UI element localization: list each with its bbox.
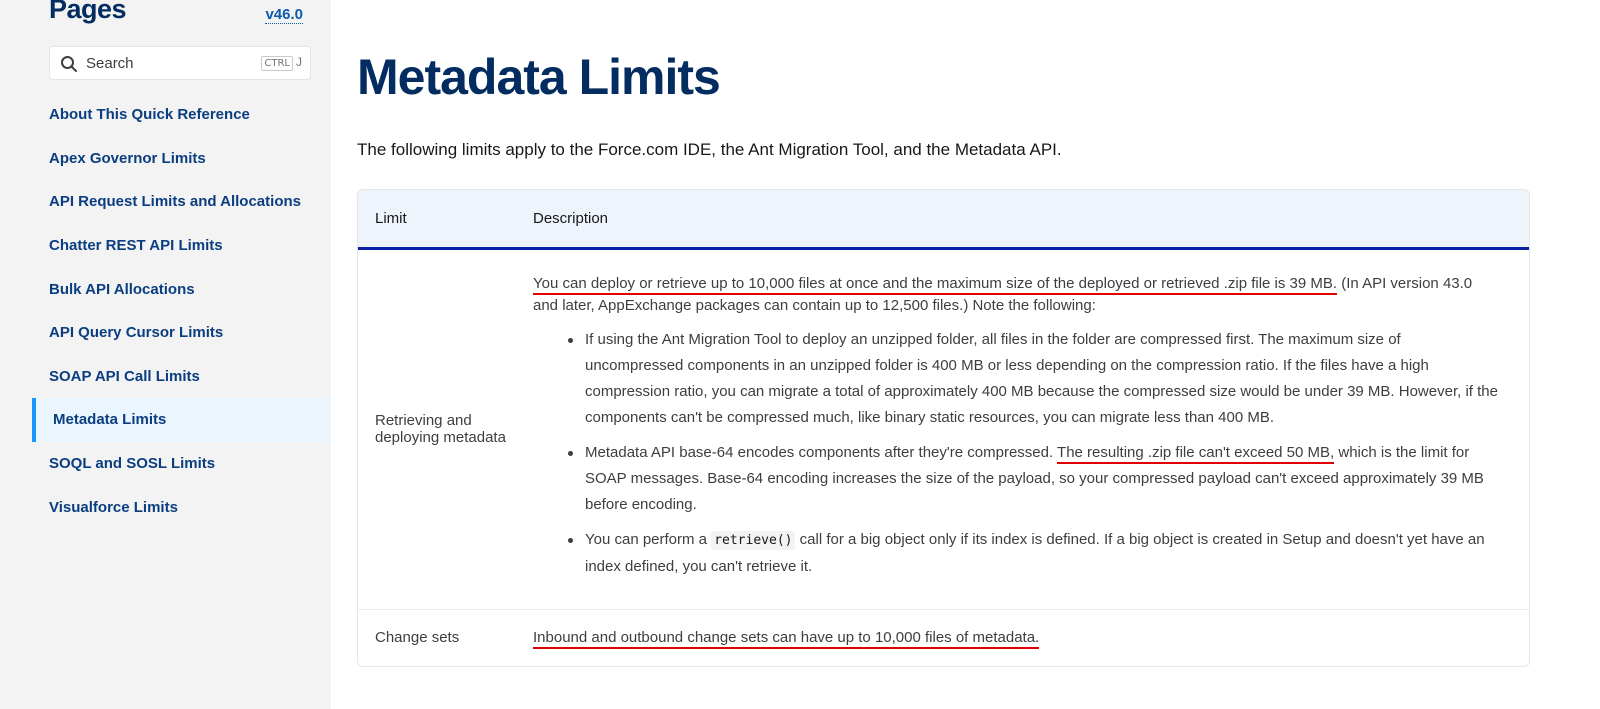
table-row [358, 248, 1529, 609]
description-cell [533, 248, 1529, 609]
description-paragraph: You can deploy or retrieve up to 10,000 files at once and the maximum size of the deployed or retrieved .zip file is 39 MB. (In API version 43.0 and later, AppExchange packages can contain up to 12,500 files.) Note the following: [533, 275, 1473, 314]
version-selector[interactable]: v46.0 [265, 6, 303, 23]
search-icon [60, 55, 78, 73]
sidebar-item-metadata-limits[interactable]: Metadata Limits [32, 398, 331, 442]
sidebar-item-bulk-api-allocations[interactable]: Bulk API Allocations [49, 280, 195, 298]
intro-text: The following limits apply to the Force.com IDE, the Ant Migration Tool, and the Metadata API. [357, 140, 1062, 159]
column-header-description: Description [533, 190, 1529, 248]
shortcut-modifier: CTRL [261, 56, 293, 71]
list-item: You can perform a retrieve() call for a big object only if its index is defined. If a big object is created in Setup and doesn't yet have an index defined, you can't retrieve it. [567, 527, 1499, 580]
sidebar-item-api-request-limits[interactable]: API Request Limits and Allocations [49, 193, 301, 211]
sidebar-item-soap-api-call-limits[interactable]: SOAP API Call Limits [49, 367, 200, 385]
description-cell [533, 609, 1529, 666]
search-placeholder: Search [86, 55, 134, 72]
page-title: Metadata Limits [357, 49, 720, 105]
sidebar-title: Pages [49, 0, 127, 24]
notes-list [533, 327, 1499, 580]
sidebar [0, 0, 331, 709]
sidebar-item-about[interactable]: About This Quick Reference [49, 106, 250, 124]
annotated-highlight: Inbound and outbound change sets can have up to 10,000 files of metadata. [533, 629, 1039, 649]
sidebar-item-apex-governor-limits[interactable]: Apex Governor Limits [49, 149, 206, 167]
search-input[interactable] [49, 46, 311, 80]
inline-code: retrieve() [711, 531, 795, 550]
annotated-highlight: The resulting .zip file can't exceed 50 MB, [1057, 444, 1334, 464]
shortcut-key: J [296, 55, 302, 69]
limit-cell: Change sets [375, 629, 460, 647]
sidebar-item-visualforce-limits[interactable]: Visualforce Limits [49, 498, 178, 516]
list-item: Metadata API base-64 encodes components after they're compressed. The resulting .zip file can't exceed 50 MB, which is the limit for SOAP messages. Base-64 encoding increases the size of the payload, so your compressed payload can't exceed approximately 39 MB before encoding. [567, 440, 1499, 518]
table-header-row [358, 190, 1529, 248]
sidebar-header [49, 0, 303, 30]
sidebar-nav [0, 93, 331, 529]
sidebar-item-api-query-cursor-limits[interactable]: API Query Cursor Limits [49, 324, 224, 342]
limit-cell: Retrieving and deploying metadata [358, 248, 533, 609]
annotated-highlight: You can deploy or retrieve up to 10,000 files at once and the maximum size of the deployed or retrieved .zip file is 39 MB. [533, 275, 1337, 295]
column-header-limit: Limit [358, 190, 533, 248]
limits-table [357, 189, 1530, 667]
table-row [358, 609, 1529, 666]
list-item: If using the Ant Migration Tool to deploy an unzipped folder, all files in the folder are compressed first. The maximum size of uncompressed components in an unzipped folder is 400 MB or less depending on the compression ratio. If the files have a high compression ratio, you can migrate a total of approximately 400 MB because the compressed size would be under 39 MB. However, if the components can't be compressed much, like binary static resources, you can migrate less than 400 MB. [567, 327, 1499, 431]
sidebar-item-soql-sosl-limits[interactable]: SOQL and SOSL Limits [49, 455, 216, 473]
sidebar-item-chatter-rest-api-limits[interactable]: Chatter REST API Limits [49, 237, 223, 255]
